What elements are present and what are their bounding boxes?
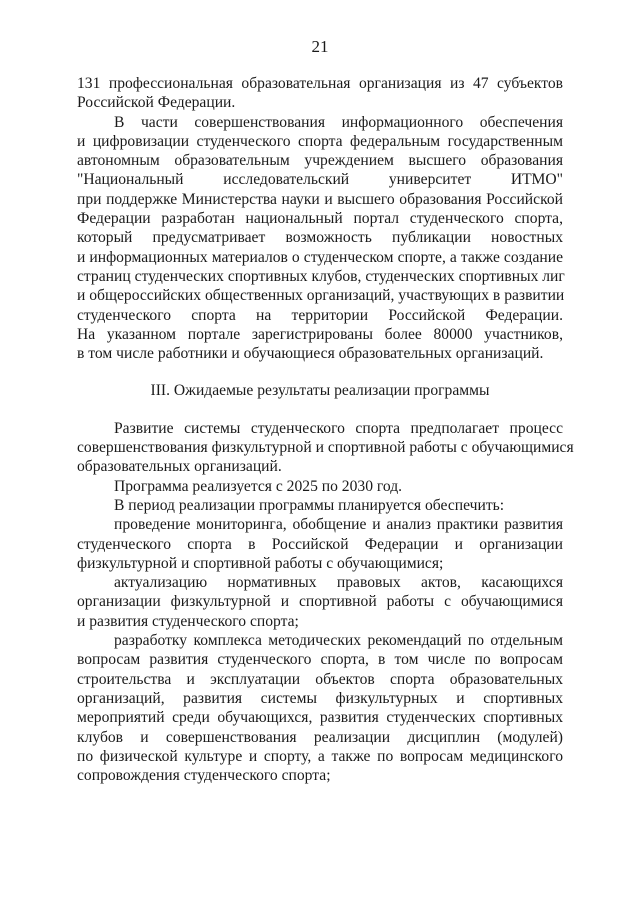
text-line: 131 профессиональная образовательная организация из 47 субъектов — [77, 75, 563, 92]
text-line: по физической культуре и спорту, а также по вопросам медицинского — [77, 747, 563, 765]
paragraph-group-after-heading — [77, 419, 574, 786]
text-line: организации физкультурной и спортивной работы с обучающимися — [77, 593, 563, 611]
text-line: Российской Федерации. — [77, 94, 236, 112]
text-line: проведение мониторинга, обобщение и анализ практики развития — [114, 516, 563, 534]
text-line: автономным образовательным учреждением высшего образования — [77, 152, 563, 170]
text-line: "Национальный исследовательский университет ИТМО" — [77, 171, 563, 189]
text-line: клубов и совершенствования реализации дисциплин (модулей) — [77, 728, 563, 746]
text-line: На указанном портале зарегистрированы более 80000 участников, — [77, 325, 563, 343]
text-line: мероприятий среди обучающихся, развития студенческих спортивных — [77, 709, 563, 727]
text-line: и общероссийских общественных организаций, участвующих в развитии — [77, 287, 565, 305]
text-line: Федерации разработан национальный портал студенческого спорта, — [77, 210, 563, 228]
text-line: совершенствования физкультурной и спортивной работы с обучающимися — [77, 439, 574, 457]
page-number: 21 — [311, 37, 329, 56]
text-line: Программа реализуется с 2025 по 2030 год. — [114, 477, 403, 495]
text-line: вопросам развития студенческого спорта, в том числе по вопросам — [77, 651, 563, 669]
text-line: физкультурной и спортивной работы с обучающимися; — [77, 554, 444, 572]
text-line: при поддержке Министерства науки и высшего образования Российской — [77, 190, 563, 208]
text-line: студенческого спорта на территории Российской Федерации. — [77, 306, 563, 324]
section-heading: III. Ожидаемые результаты реализации программы — [150, 382, 490, 400]
text-line: студенческого спорта в Российской Федерации и организации — [77, 535, 563, 553]
text-line: и развития студенческого спорта; — [77, 612, 299, 630]
paragraph-group-before-heading — [77, 74, 563, 363]
text-line: и информационных материалов о студенческом спорте, а также создание — [77, 248, 563, 266]
text-line: актуализацию нормативных правовых актов, касающихся — [114, 574, 563, 592]
text-line: В период реализации программы планируется обеспечить: — [114, 496, 505, 514]
text-line: и цифровизации студенческого спорта федеральным государственным — [77, 132, 563, 150]
text-line: строительства и эксплуатации объектов спорта образовательных — [77, 670, 563, 688]
text-line: страниц студенческих спортивных клубов, студенческих спортивных лиг — [77, 267, 565, 285]
text-line: разработку комплекса методических рекомендаций по отдельным — [114, 632, 563, 650]
text-line: организаций, развития системы физкультурных и спортивных — [77, 689, 563, 707]
text-line: в том числе работники и обучающиеся образовательных организаций. — [77, 345, 544, 363]
text-line: В части совершенствования информационного обеспечения — [114, 113, 563, 131]
document-body — [77, 74, 574, 785]
text-line: который предусматривает возможность публикации новостных — [77, 229, 563, 247]
text-line: сопровождения студенческого спорта; — [77, 767, 331, 785]
text-line: Развитие системы студенческого спорта предполагает процесс — [114, 419, 563, 437]
text-line: образовательных организаций. — [77, 458, 282, 476]
